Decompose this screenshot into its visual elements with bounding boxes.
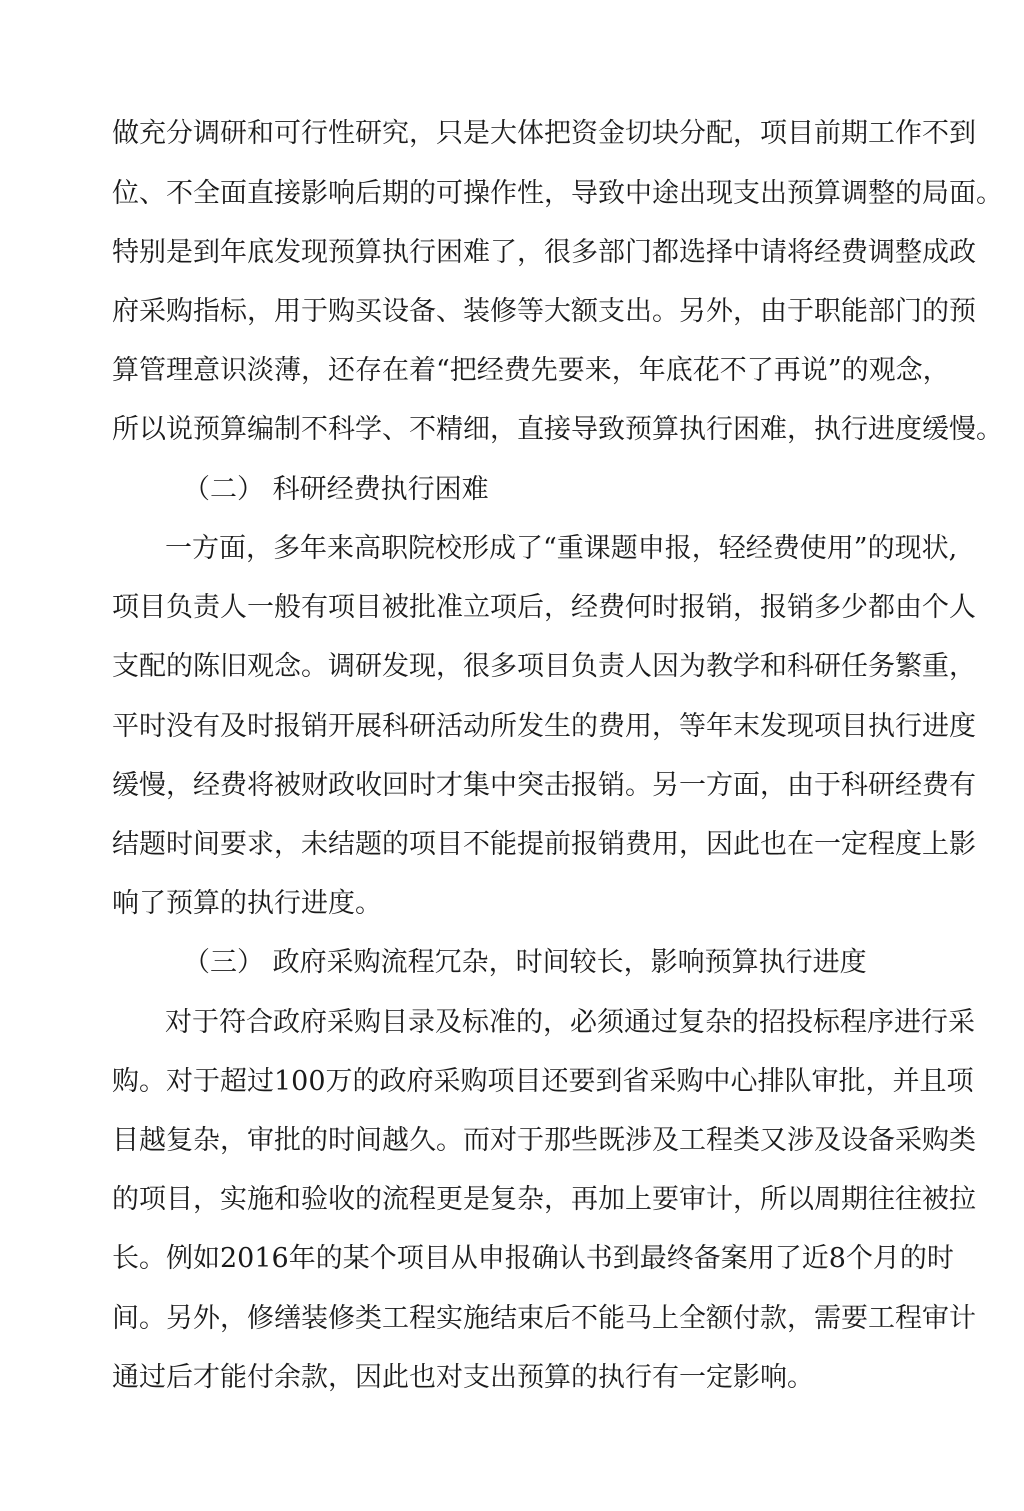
text-line: 项目负责人一般有项目被批准立项后，经费何时报销，报销多少都由个人 [112,592,976,623]
text-line: 缓慢，经费将被财政收回时才集中突击报销。另一方面，由于科研经费有 [112,770,976,801]
section-heading: （二） 科研经费执行困难 [183,474,489,505]
text-line: 一方面，多年来高职院校形成了“重课题申报，轻经费使用”的现状, [165,533,958,564]
text-line: 购。对于超过100万的政府采购项目还要到省采购中心排队审批，并且项 [112,1066,974,1097]
text-line: 位、不全面直接影响后期的可操作性，导致中途出现支出预算调整的局面。 [112,178,1003,209]
text-line: 间。另外，修缮装修类工程实施结束后不能马上全额付款，需要工程审计 [112,1303,976,1334]
text-line: 对于符合政府采购目录及标准的，必须通过复杂的招投标程序进行采 [165,1007,975,1038]
text-line: 通过后才能付余款，因此也对支出预算的执行有一定影响。 [112,1362,814,1393]
text-line: 算管理意识淡薄，还存在着“把经费先要来，年底花不了再说”的观念， [112,355,950,386]
text-line: 做充分调研和可行性研究，只是大体把资金切块分配，项目前期工作不到 [112,118,976,149]
text-line: 的项目，实施和验收的流程更是复杂，再加上要审计，所以周期往往被拉 [112,1184,976,1215]
text-line: 特别是到年底发现预算执行困难了，很多部门都选择中请将经费调整成政 [112,237,976,268]
text-line: 平时没有及时报销开展科研活动所发生的费用，等年末发现项目执行进度 [112,711,976,742]
text-line: 长。例如2016年的某个项目从申报确认书到最终备案用了近8个月的时 [112,1243,954,1274]
text-line: 所以说预算编制不科学、不精细，直接导致预算执行困难，执行进度缓慢。 [112,414,1003,445]
text-line: 响了预算的执行进度。 [112,888,382,919]
text-line: 支配的陈旧观念。调研发现，很多项目负责人因为教学和科研任务繁重， [112,651,976,682]
section-heading: （三） 政府采购流程冗杂，时间较长，影响预算执行进度 [183,947,867,978]
text-line: 结题时间要求，未结题的项目不能提前报销费用，因此也在一定程度上影 [112,829,976,860]
text-line: 府采购指标，用于购买设备、装修等大额支出。另外，由于职能部门的预 [112,296,976,327]
text-line: 目越复杂，审批的时间越久。而对于那些既涉及工程类又涉及设备采购类 [112,1125,976,1156]
